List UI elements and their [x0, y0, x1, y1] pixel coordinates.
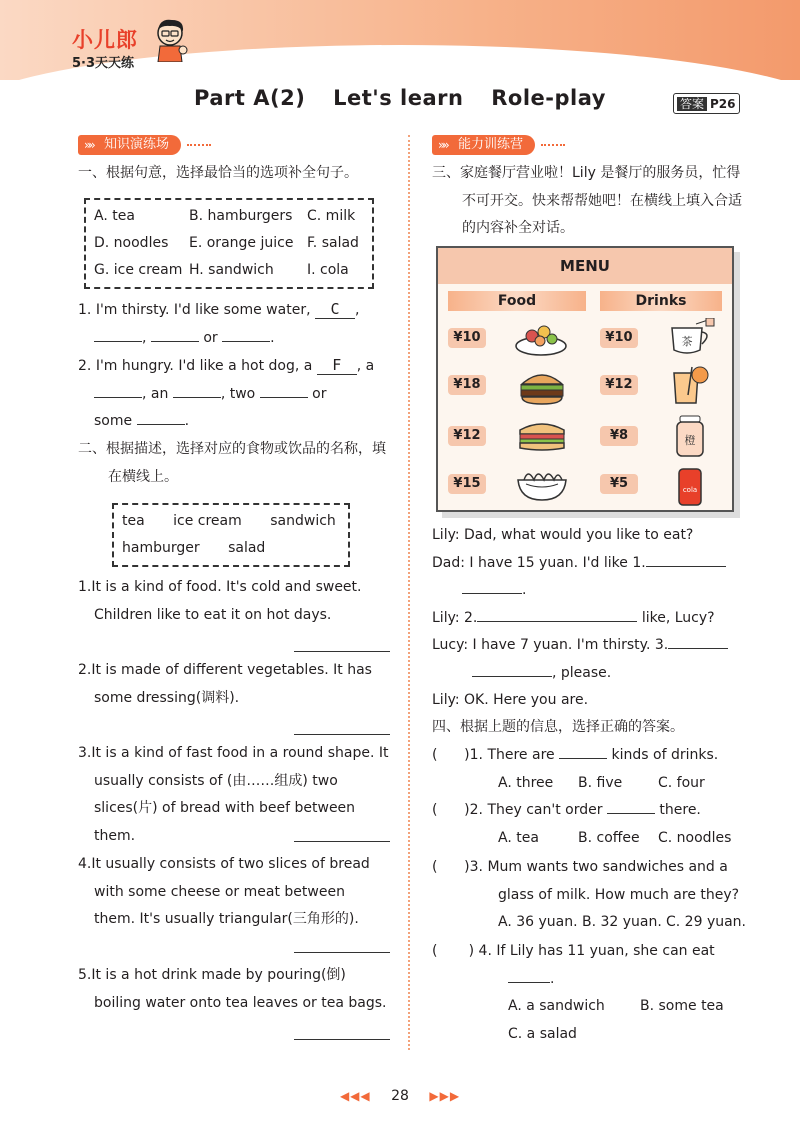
- page-footer: [0, 1088, 800, 1104]
- choice: B. 32 yuan.: [582, 914, 662, 930]
- item-number: 4.: [478, 943, 492, 959]
- section-tag-knowledge: [78, 135, 181, 155]
- dialogue-line: like, Lucy?: [641, 609, 715, 626]
- punct: .: [550, 970, 555, 987]
- punct: .: [184, 413, 190, 429]
- word-some: some: [94, 413, 133, 429]
- item-text: there.: [659, 802, 701, 818]
- q2-title: [78, 436, 390, 491]
- dialogue-line: Dad: I have 15 yuan. I'd like 1.: [432, 554, 646, 571]
- brand-name: 小儿郎: [72, 28, 138, 52]
- right-arrows-icon: ▶▶▶: [429, 1089, 461, 1103]
- word-an: , an: [142, 385, 169, 402]
- option: B. hamburgers: [189, 208, 293, 224]
- word-or: or: [312, 385, 327, 402]
- answer-blank[interactable]: [151, 341, 199, 342]
- word-option: hamburger: [122, 540, 200, 556]
- double-arrow-icon: »»: [438, 138, 447, 152]
- drink-price: ¥5: [600, 474, 638, 494]
- punct: ,: [354, 302, 360, 318]
- word-two: , two: [220, 385, 256, 402]
- q4-item-2: [432, 797, 750, 852]
- choice: C. a salad: [508, 1025, 577, 1042]
- item-text: kinds of drinks.: [611, 747, 719, 763]
- double-arrow-icon: »»: [84, 138, 93, 152]
- drink-price: ¥12: [600, 375, 638, 395]
- item-number: 2.: [78, 662, 92, 678]
- word-option: ice cream: [173, 513, 242, 529]
- mascot-boy-icon: [152, 16, 188, 62]
- column-divider: [408, 135, 410, 1050]
- answer-paren[interactable]: ( ): [432, 943, 475, 959]
- answer-blank[interactable]: [607, 813, 655, 814]
- menu-heading: MENU: [438, 248, 732, 284]
- noodles-icon: [514, 462, 570, 504]
- answer-blank[interactable]: [222, 341, 270, 342]
- choice: C. noodles: [658, 829, 732, 846]
- cola-label: cola: [682, 486, 698, 494]
- restaurant-menu: [436, 246, 734, 512]
- item-number: 4.: [78, 856, 92, 872]
- sandwich-icon: [516, 418, 568, 454]
- answer-paren[interactable]: ( ): [432, 747, 470, 763]
- dialogue-line: , please.: [552, 664, 612, 681]
- brand-series: 5·3天天练: [72, 56, 135, 71]
- answer-blank[interactable]: [260, 397, 308, 398]
- jar-label: 橙: [684, 434, 696, 447]
- page-number: 28: [391, 1088, 409, 1104]
- option: A. tea: [94, 208, 135, 224]
- answer-label: 答案: [677, 97, 707, 111]
- answer-page-badge: [673, 93, 740, 114]
- food-price: ¥18: [448, 375, 486, 395]
- tea-cup-icon: [666, 318, 716, 358]
- item-number: 2.: [78, 358, 92, 374]
- section-tag-skills: [432, 135, 535, 155]
- item-text: It is a hot drink made by pouring(倒) boiling water onto tea leaves or tea bags.: [91, 967, 387, 1011]
- option: G. ice cream: [94, 262, 183, 278]
- choice: B. coffee: [578, 829, 640, 846]
- punct: .: [270, 329, 275, 346]
- answer-blank[interactable]: [137, 424, 185, 425]
- option: E. orange juice: [189, 235, 294, 251]
- menu-drinks-label: Drinks: [600, 291, 722, 311]
- salad-icon: [514, 320, 568, 358]
- answer-paren[interactable]: ( ): [432, 802, 470, 818]
- menu-food-label: Food: [448, 291, 586, 311]
- choice: A. 36 yuan.: [498, 914, 578, 930]
- answer-blank[interactable]: [508, 982, 550, 983]
- answer-blank[interactable]: F: [317, 356, 357, 375]
- answer-blank[interactable]: [668, 648, 728, 649]
- q4-item-3: [432, 854, 750, 937]
- juice-jar-icon: [674, 414, 706, 458]
- item-text: It is made of different vegetables. It has some dressing(调料).: [91, 662, 372, 706]
- q1-item-2: [78, 353, 390, 436]
- q2-item-5: [78, 962, 390, 1051]
- q2-item-1: [78, 574, 390, 663]
- drink-price: ¥8: [600, 426, 638, 446]
- answer-blank[interactable]: [559, 758, 607, 759]
- answer-blank[interactable]: [477, 621, 637, 622]
- item-number: 3.: [78, 745, 92, 761]
- answer-blank[interactable]: [462, 593, 522, 594]
- item-text: I'm thirsty. I'd like some water,: [95, 302, 311, 318]
- answer-paren[interactable]: ( ): [432, 859, 470, 875]
- title-activity: Role-play: [491, 86, 606, 110]
- q1-item-1: [78, 297, 390, 352]
- q4-item-4: [432, 938, 750, 1048]
- left-arrows-icon: ◀◀◀: [339, 1089, 371, 1103]
- word-option: salad: [228, 540, 266, 556]
- answer-blank[interactable]: [294, 734, 390, 735]
- dialogue-line: Lily: Dad, what would you like to eat?: [432, 527, 694, 543]
- section-tag-label: 能力训练营: [458, 137, 524, 152]
- q2-item-4: [78, 851, 390, 934]
- choice: B. some tea: [640, 998, 724, 1014]
- item-text: There are: [487, 747, 555, 763]
- punct: , a: [356, 358, 375, 374]
- brand-logo: [72, 24, 138, 71]
- answer-blank[interactable]: [646, 566, 726, 567]
- cola-can-icon: [676, 466, 704, 508]
- answer-blank[interactable]: [294, 1039, 390, 1040]
- dialogue: Lily: Dad, what would you like to eat? Dad: I have 15 yuan. I'd like 1. . Lily: 2. like, Lucy? Lucy: I have 7 yuan. I'm thirsty. 3. , please. Lily: OK. Here you are.: [432, 522, 750, 715]
- choice: A. three: [498, 774, 554, 791]
- word-option: sandwich: [270, 513, 336, 529]
- option: H. sandwich: [189, 262, 274, 278]
- word-option: tea: [122, 513, 145, 529]
- item-number: 3.: [469, 859, 483, 875]
- q1-title: 一、根据句意，选择最恰当的选项补全句子。: [78, 165, 358, 181]
- item-text: They can't order: [487, 802, 603, 818]
- q4-item-1: [432, 742, 750, 797]
- food-price: ¥15: [448, 474, 486, 494]
- item-number: 2.: [469, 802, 483, 818]
- q2-word-box: [112, 503, 350, 567]
- dialogue-line: Lucy: I have 7 yuan. I'm thirsty. 3.: [432, 637, 669, 653]
- word-or: or: [203, 329, 218, 346]
- choice: C. four: [658, 774, 705, 791]
- option: C. milk: [307, 208, 356, 224]
- food-price: ¥12: [448, 426, 486, 446]
- q3-title: [432, 160, 750, 243]
- option: D. noodles: [94, 235, 169, 251]
- hamburger-icon: [518, 368, 566, 406]
- item-text: It is a kind of food. It's cold and sweet. Children like to eat it on hot days.: [91, 579, 362, 623]
- item-number: 5.: [78, 967, 92, 983]
- item-text: Mum wants two sandwiches and a glass of milk. How much are they?: [487, 859, 740, 903]
- item-text: It usually consists of two slices of bread with some cheese or meat between them. It's usually triangular(三角形的).: [91, 856, 370, 927]
- q3-title-text: 三、家庭餐厅营业啦！Lily 是餐厅的服务员，忙得不可开交。快来帮帮她吧！在横线上填入合适的内容补全对话。: [432, 165, 742, 236]
- choice: A. a sandwich: [508, 998, 605, 1014]
- choice: C. 29 yuan.: [666, 914, 747, 930]
- punct: ,: [142, 329, 147, 346]
- item-number: 1.: [469, 747, 483, 763]
- answer-page: P26: [710, 97, 736, 111]
- item-number: 1.: [78, 302, 92, 318]
- answer-blank[interactable]: [294, 651, 390, 652]
- answer-blank[interactable]: [94, 397, 142, 398]
- choice: B. five: [578, 774, 623, 791]
- item-text: I'm hungry. I'd like a hot dog, a: [95, 358, 313, 374]
- tea-cup-label: 茶: [681, 335, 693, 348]
- dialogue-line: Lily: 2.: [432, 609, 478, 626]
- q2-title-text: 二、根据描述，选择对应的食物或饮品的名称，填在横线上。: [78, 441, 386, 485]
- section-tag-label: 知识演练场: [104, 137, 170, 152]
- option: I. cola: [307, 262, 349, 278]
- q1-options-box: [84, 198, 374, 289]
- option: F. salad: [307, 235, 359, 251]
- answer-blank[interactable]: [294, 952, 390, 953]
- orange-juice-icon: [668, 365, 712, 407]
- drink-price: ¥10: [600, 328, 638, 348]
- dialogue-line: Lily: OK. Here you are.: [432, 692, 589, 708]
- title-part: Part A(2): [194, 86, 306, 110]
- answer-blank[interactable]: [94, 341, 142, 342]
- answer-blank[interactable]: [173, 397, 221, 398]
- answer-blank[interactable]: [472, 676, 552, 677]
- food-price: ¥10: [448, 328, 486, 348]
- answer-blank[interactable]: C: [315, 300, 355, 319]
- q2-item-2: [78, 657, 390, 746]
- item-text: If Lily has 11 yuan, she can eat: [496, 943, 715, 959]
- title-lesson: Let's learn: [333, 86, 464, 110]
- choice: A. tea: [498, 829, 539, 846]
- answer-blank[interactable]: [294, 841, 390, 842]
- q4-title: 四、根据上题的信息，选择正确的答案。: [432, 719, 684, 735]
- item-number: 1.: [78, 579, 92, 595]
- item-text: It is a kind of fast food in a round shape. It usually consists of (由……组成) two slices(片) of bread with beef between them.: [91, 745, 389, 844]
- q2-item-3: [78, 740, 390, 850]
